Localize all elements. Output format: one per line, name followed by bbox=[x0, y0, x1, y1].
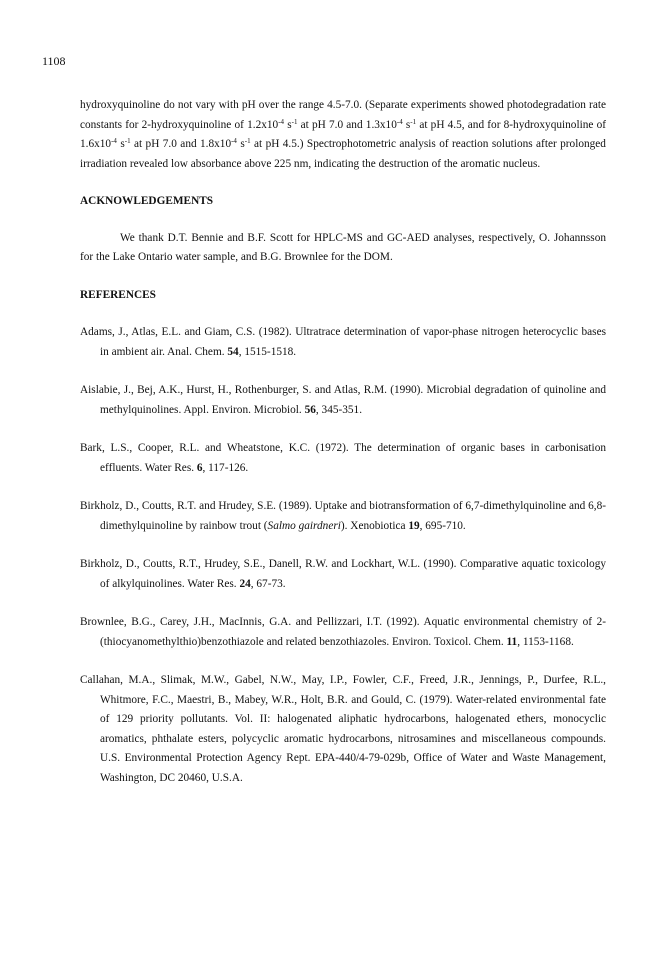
acknowledgements-heading: ACKNOWLEDGEMENTS bbox=[80, 195, 214, 207]
reference-list bbox=[80, 323, 606, 788]
acknowledgements-text: We thank D.T. Bennie and B.F. Scott for HPLC-MS and GC-AED analyses, respectively, O. Johannsson for the Lake Ontario water sample, and B.G. Brownlee for the DOM. bbox=[80, 231, 606, 263]
page-number: 1108 bbox=[42, 54, 66, 68]
intro-paragraph: hydroxyquinoline do not vary with pH over the range 4.5-7.0. (Separate experiments showed photodegradation rate constants for 2-hydroxyquinoline of $1.2x10^{-4}$ $s^{-1}$ at pH 7.0 and $1.3x10^{-4}$ $s^{-1}$ at pH 4.5, and for 8-hydroxyquinoline of $1.6x10^{-4}$ $s^{-1}$ at pH 7.0 and $1.8x10^{-4}$ $s^{-1}$ at pH 4.5.) Spectrophotometric analysis of reaction solutions after prolonged irradiation revealed low absorbance above 225 nm, indicating the destruction of the aromatic nucleus. bbox=[80, 99, 606, 170]
reference-item: Brownlee, B.G., Carey, J.H., MacInnis, G.A. and Pellizzari, I.T. (1992). Aquatic environmental chemistry of 2-(thiocyanomethylthio)benzothiazole and related benzothiazoles. Environ. Toxicol. Chem. 11, 1153-1168. bbox=[80, 616, 606, 648]
references-heading: REFERENCES bbox=[80, 288, 156, 301]
reference-item: Aislabie, J., Bej, A.K., Hurst, H., Rothenburger, S. and Atlas, R.M. (1990). Microbial degradation of quinoline and methylquinolines. Appl. Environ. Microbiol. 56, 345-351. bbox=[80, 384, 606, 416]
reference-item: Adams, J., Atlas, E.L. and Giam, C.S. (1982). Ultratrace determination of vapor-phase nitrogen heterocyclic bases in ambient air. Anal. Chem. 54, 1515-1518. bbox=[80, 326, 606, 358]
reference-item: Callahan, M.A., Slimak, M.W., Gabel, N.W., May, I.P., Fowler, C.F., Freed, J.R., Jennings, P., Durfee, R.L., Whitmore, F.C., Maestri, B., Mabey, W.R., Holt, B.R. and Gould, C. (1979). Water-related environmental fate of 129 priority pollutants. Vol. II: halogenated aliphatic hydrocarbons, halogenated ethers, monocyclic aromatics, phthalate esters, polycyclic aromatic hydrocarbons, nitrosamines and miscellaneous compounds. U.S. Environmental Protection Agency Rept. EPA-440/4-79-029b, Office of Water and Waste Management, Washington, DC 20460, U.S.A. bbox=[80, 674, 606, 784]
page-body bbox=[80, 96, 606, 807]
reference-item: Birkholz, D., Coutts, R.T. and Hrudey, S.E. (1989). Uptake and biotransformation of 6,7-dimethylquinoline and 6,8-dimethylquinoline by rainbow trout (Salmo gairdneri). Xenobiotica 19, 695-710. bbox=[80, 500, 606, 532]
reference-item: Birkholz, D., Coutts, R.T., Hrudey, S.E., Danell, R.W. and Lockhart, W.L. (1990). Comparative aquatic toxicology of alkylquinolines. Water Res. 24, 67-73. bbox=[80, 558, 606, 590]
reference-item: Bark, L.S., Cooper, R.L. and Wheatstone, K.C. (1972). The determination of organic bases in carbonisation effluents. Water Res. 6, 117-126. bbox=[80, 442, 606, 474]
